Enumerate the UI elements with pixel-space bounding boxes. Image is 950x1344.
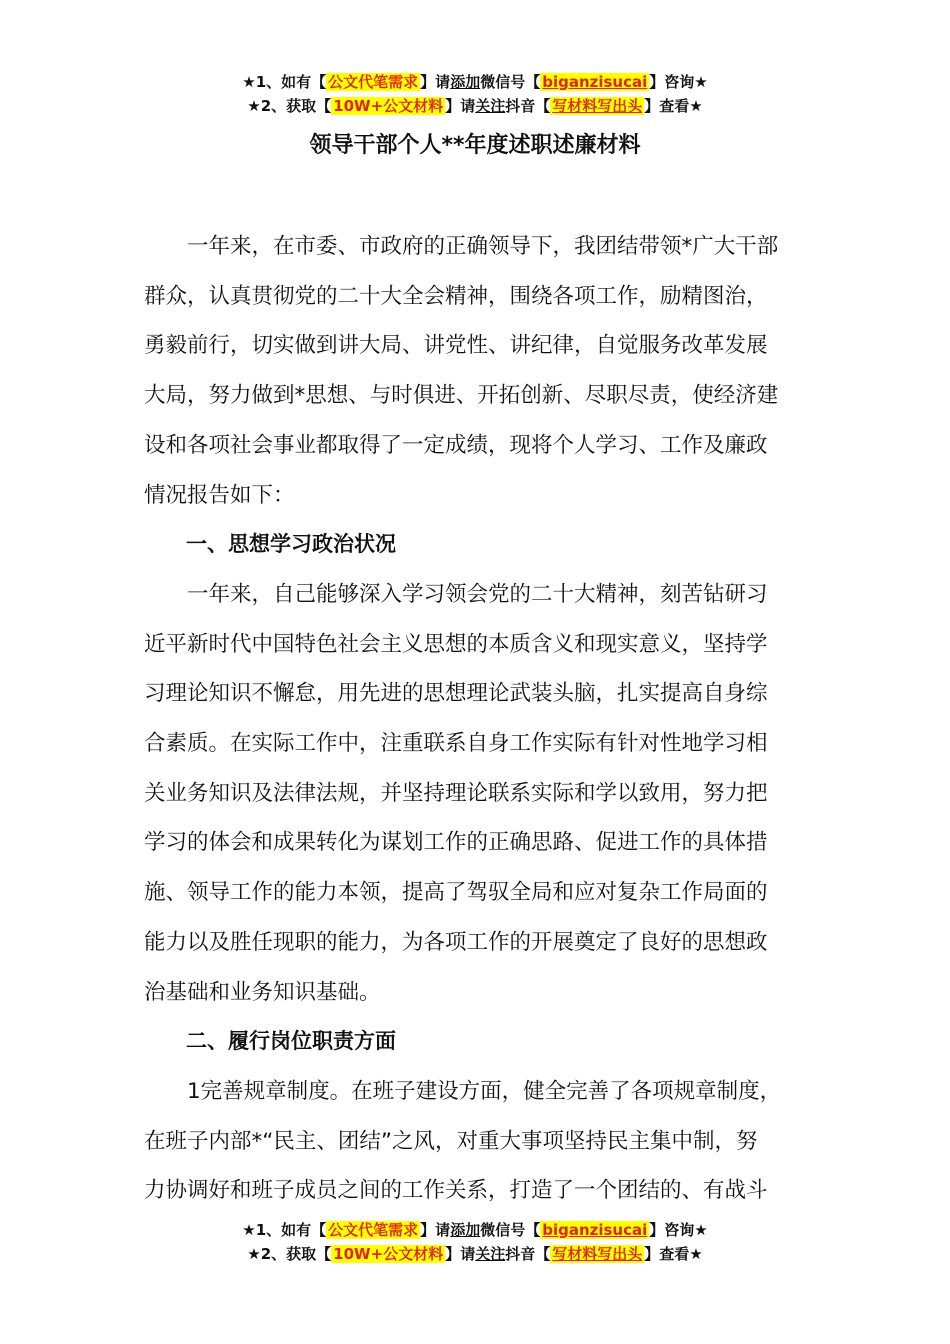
promo-text: ★2、获取【 [247,1245,332,1263]
text-line: 设和各项社会事业都取得了一定成绩，现将个人学习、工作及廉政 [144,432,768,458]
promo-wechat-id: biganzisucai [542,1221,648,1239]
text-line: 力协调好和班子成员之间的工作关系，打造了一个团结的、有战斗 [144,1178,768,1204]
text-line: 能力以及胜任现职的能力，为各项工作的开展奠定了良好的思想政 [144,929,768,955]
section-2-paragraph [144,1067,808,1216]
promo-text: ★1、如有【 [242,73,327,91]
promo-text: 抖音【 [505,1245,551,1263]
text-line: 一年来，在市委、市政府的正确领导下，我团结带领*广大干部 [187,234,779,259]
promo-text: 】请 [445,97,476,115]
section-heading-1: 一、思想学习政治状况 [186,532,396,557]
promo-emphasis: 添加 [450,1221,481,1239]
promo-highlight: 公文代笔需求 [328,73,419,91]
promo-text: 】咨询★ [649,73,708,91]
promo-highlight: 10W+公文材料 [333,97,444,115]
promo-text: 】请 [445,1245,476,1263]
text-line: 关业务知识及法律法规，并坚持理论联系实际和学以致用，努力把 [144,780,768,806]
promo-text: ★2、获取【 [247,97,332,115]
promo-text: 】查看★ [644,97,703,115]
text-line: 治基础和业务知识基础。 [144,979,381,1005]
promo-emphasis: 关注 [475,1245,506,1263]
promo-highlight: 公文代笔需求 [328,1221,419,1239]
promo-text: 】咨询★ [649,1221,708,1239]
promo-text: 】请 [420,1221,451,1239]
promo-line-2 [0,1242,950,1266]
promo-emphasis: 关注 [475,97,506,115]
promo-wechat-id: biganzisucai [542,73,648,91]
text-line: 群众，认真贯彻党的二十大全会精神，围绕各项工作，励精图治， [144,283,768,309]
promo-banner-bottom [0,1218,950,1266]
promo-text: 抖音【 [505,97,551,115]
promo-line-2 [0,94,950,118]
promo-text: 微信号【 [480,1221,541,1239]
promo-douyin-id: 写材料写出头 [552,97,643,115]
text-line: 在班子内部*“民主、团结”之风，对重大事项坚持民主集中制，努 [144,1128,758,1154]
text-line: 合素质。在实际工作中，注重联系自身工作实际有针对性地学习相 [144,731,768,757]
text-line: 近平新时代中国特色社会主义思想的本质含义和现实意义，坚持学 [144,631,768,657]
text-line: 一年来，自己能够深入学习领会党的二十大精神，刻苦钻研习 [187,581,768,607]
promo-text: 】查看★ [644,1245,703,1263]
section-heading-2: 二、履行岗位职责方面 [186,1029,396,1054]
document-body [144,222,808,1216]
promo-highlight: 10W+公文材料 [333,1245,444,1263]
text-line: 学习的体会和成果转化为谋划工作的正确思路、促进工作的具体措 [144,830,768,856]
text-line: 习理论知识不懈怠，用先进的思想理论武装头脑，扎实提高自身综 [144,681,768,707]
intro-paragraph [144,222,808,520]
promo-text: 】请 [420,73,451,91]
promo-banner-top [0,70,950,118]
text-line: 情况报告如下： [144,482,295,508]
promo-line-1 [0,70,950,94]
promo-douyin-id: 写材料写出头 [552,1245,643,1263]
section-1-paragraph [144,570,808,1017]
text-line: 勇毅前行，切实做到讲大局、讲党性、讲纪律，自觉服务改革发展 [144,333,768,359]
text-line: 施、领导工作的能力本领，提高了驾驭全局和应对复杂工作局面的 [144,880,768,906]
text-line: 1完善规章制度。在班子建设方面，健全完善了各项规章制度， [187,1078,782,1104]
document-title: 领导干部个人**年度述职述廉材料 [309,133,641,158]
promo-text: 微信号【 [480,73,541,91]
promo-emphasis: 添加 [450,73,481,91]
promo-text: ★1、如有【 [242,1221,327,1239]
promo-line-1 [0,1218,950,1242]
text-line: 大局，努力做到*思想、与时俱进、开拓创新、尽职尽责，使经济建 [144,383,779,409]
